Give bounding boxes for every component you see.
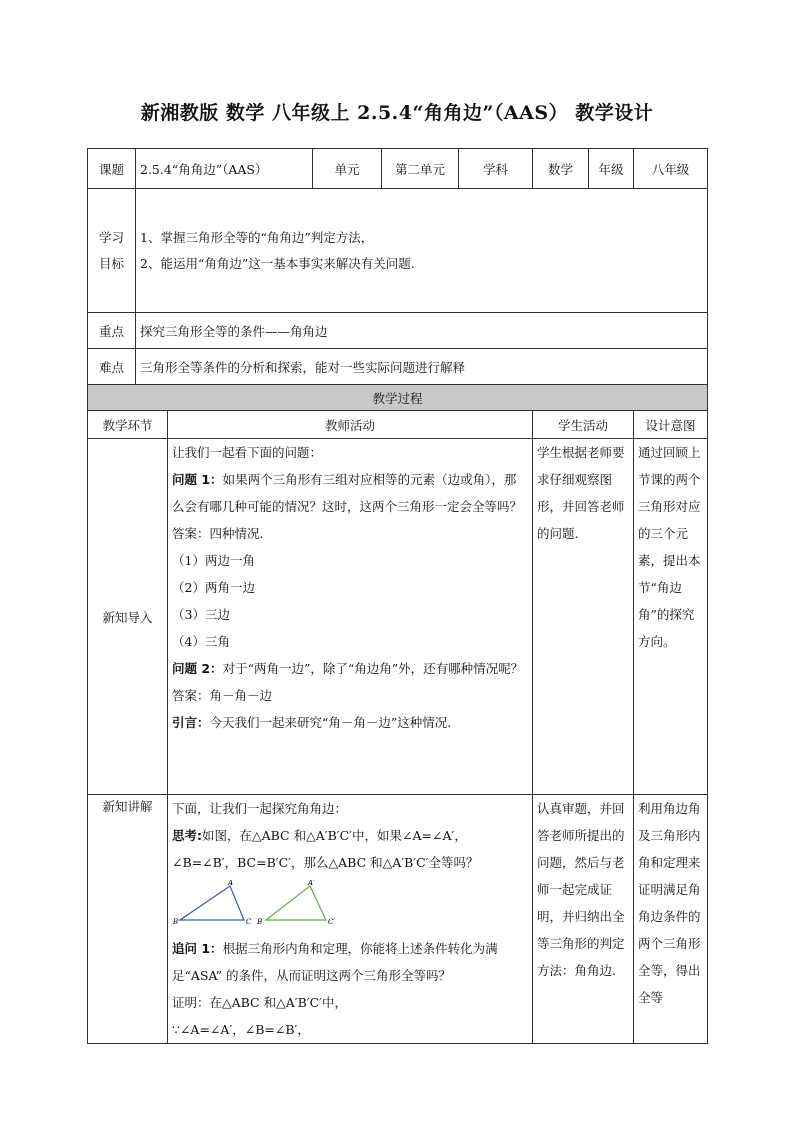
- triangle-a1b1c1-shape: [266, 886, 326, 920]
- intro-row: [88, 439, 708, 795]
- col-intent: 设计意图: [634, 411, 708, 439]
- think-label: 思考:: [172, 828, 202, 843]
- key-point-label: 重点: [88, 313, 136, 349]
- key-point-text: 探究三角形全等的条件——角角边: [136, 313, 708, 349]
- lesson-table: [87, 148, 708, 1044]
- goal-item: 2、能运用“角角边”这一基本事实来解决有关问题.: [140, 255, 415, 271]
- vertex-a-prime: A′: [308, 880, 315, 887]
- explain-intent: 利用角边角及三角形内角和定理来证明满足角角边条件的两个三角形全等，得出全等: [634, 795, 708, 1044]
- lead-text: 今天我们一起来研究“角－角－边”这种情况.: [209, 715, 452, 730]
- intro-stage: 新知导入: [88, 439, 168, 795]
- difficulty-row: [88, 349, 708, 385]
- key-point-row: [88, 313, 708, 349]
- follow-label: 追问 1：: [172, 941, 223, 956]
- explain-row: [88, 795, 708, 1044]
- q1-label: 问题 1：: [172, 472, 223, 487]
- unit-label: 单元: [313, 149, 382, 189]
- process-columns-row: [88, 411, 708, 439]
- triangle-figures: [172, 880, 362, 926]
- difficulty-label: 难点: [88, 349, 136, 385]
- triangle-a1b1c1: [256, 880, 335, 926]
- goals-content: [136, 189, 708, 313]
- page-title: 新湘教版 数学 八年级上 2.5.4“角角边”（AAS） 教学设计: [140, 102, 654, 124]
- intro-teacher: 让我们一起看下面的问题： 问题 1：如果两个三角形有三组对应相等的元素（边或角），那么会有哪几种可能的情况？这时，这两个三角形一定会全等吗？ 答案：四种情况. （1）两边一角 （2）两角一边 （3）三边 （4）三角 问题 2：对于“两角一边”，除了“角边角”外，还有哪种情况呢？ 答案：角－角－边 引言：今天我们一起来研究“角－角－边”这种情况.: [168, 439, 533, 795]
- process-heading: 教学过程: [88, 385, 708, 411]
- think-text: 如图，在△ABC 和△A′B′C′中，如果∠A=∠A′，∠B=∠B′，BC=B′C′，那么△ABC 和△A′B′C′全等吗？: [172, 828, 479, 870]
- explain-stage: 新知讲解: [88, 795, 168, 1044]
- col-stage: 教学环节: [88, 411, 168, 439]
- triangle-abc: [172, 880, 252, 926]
- vertex-c: C: [246, 918, 252, 926]
- subject-value: 数学: [533, 149, 589, 189]
- answer-2: 答案：角－角－边: [172, 688, 273, 703]
- goals-label: 学习 目标: [88, 189, 136, 313]
- difficulty-text: 三角形全等条件的分析和探索，能对一些实际问题进行解释: [136, 349, 708, 385]
- lead-label: 引言：: [172, 715, 210, 730]
- vertex-c-prime: C′: [328, 918, 335, 926]
- process-heading-row: [88, 385, 708, 411]
- proof-line: 证明：在△ABC 和△A′B′C′中，: [172, 995, 348, 1010]
- case-item: （3）三边: [172, 607, 230, 622]
- goals-row: [88, 189, 708, 313]
- case-item: （1）两边一角: [172, 553, 255, 568]
- follow-text: 根据三角形内角和定理，你能将上述条件转化为满足“ASA” 的条件，从而证明这两个三角形全等吗？: [172, 941, 498, 983]
- grade-value: 八年级: [634, 149, 708, 189]
- topic-label: 课题: [88, 149, 136, 189]
- case-item: （4）三角: [172, 634, 230, 649]
- proof-line: ∵∠A=∠A′，∠B=∠B′，: [172, 1022, 310, 1037]
- vertex-b-prime: B′: [257, 918, 264, 926]
- goal-item: 1、掌握三角形全等的“角角边”判定方法，: [140, 229, 374, 245]
- intro-intent: 通过回顾上节课的两个三角形对应的三个元素，提出本节“角边角”的探究方向。: [634, 439, 708, 795]
- triangle-abc-shape: [180, 886, 244, 920]
- col-student: 学生活动: [533, 411, 634, 439]
- grade-label: 年级: [589, 149, 634, 189]
- vertex-b: B: [173, 918, 179, 926]
- topic-value: 2.5.4“角角边”（AAS）: [136, 149, 313, 189]
- unit-value: 第二单元: [382, 149, 459, 189]
- vertex-a: A: [228, 880, 234, 887]
- q2-text: 对于“两角一边”，除了“角边角”外，还有哪种情况呢？: [222, 661, 524, 676]
- header-row: [88, 149, 708, 189]
- q2-label: 问题 2：: [172, 661, 223, 676]
- case-item: （2）两角一边: [172, 580, 255, 595]
- explain-teacher: 下面，让我们一起探究角角边： 思考:如图，在△ABC 和△A′B′C′中，如果∠A=∠A′，∠B=∠B′，BC=B′C′，那么△ABC 和△A′B′C′全等吗？ B A C B′ A′ C′ 追问 1：根据三角形内角和定理，你能将上述条件转化为满足“ASA” 的条件，从而证明这两个三角形全等吗？ 证明：在△ABC 和△A′B′C′中， ∵∠A=∠A′，∠B=∠B′，: [168, 795, 533, 1044]
- explain-student: 认真审题，并回答老师所提出的问题，然后与老师一起完成证明，并归纳出全等三角形的判定方法：角角边.: [533, 795, 634, 1044]
- intro-student: 学生根据老师要求仔细观察图形，并回答老师的问题.: [533, 439, 634, 795]
- answer-1: 答案：四种情况.: [172, 526, 264, 541]
- q1-text: 如果两个三角形有三组对应相等的元素（边或角），那么会有哪几种可能的情况？这时，这两个三角形一定会全等吗？: [172, 472, 523, 514]
- subject-label: 学科: [459, 149, 533, 189]
- col-teacher: 教师活动: [168, 411, 533, 439]
